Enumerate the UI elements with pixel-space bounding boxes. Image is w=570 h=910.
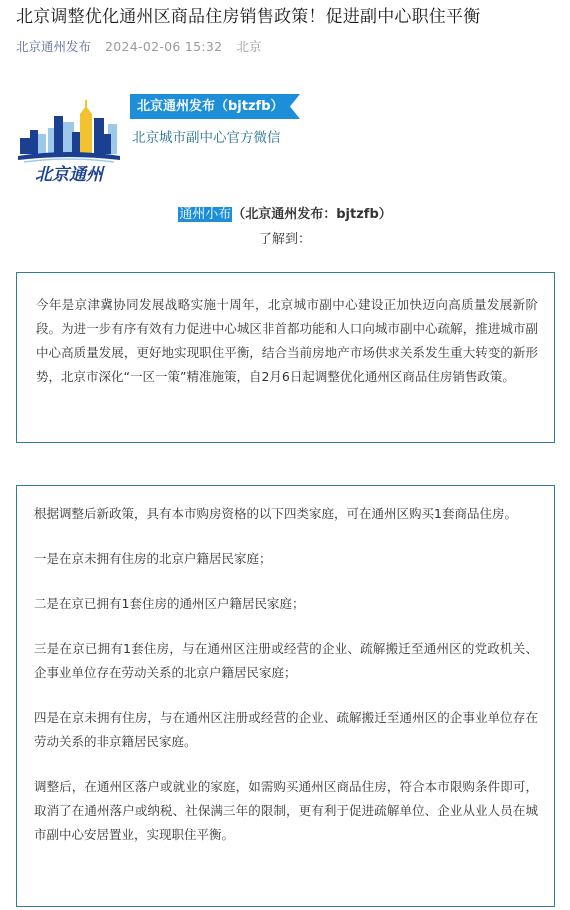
- account-logo[interactable]: [14, 94, 124, 196]
- logo-wordmark: 北京通州: [35, 165, 103, 185]
- policy-paragraph: 二是在京已拥有1套住房的通州区户籍居民家庭；: [34, 596, 305, 611]
- policy-paragraph: 四是在京未拥有住房，与在通州区注册或经营的企业、疏解搬迁至通州区的企事业单位存在劳动关系的非京籍居民家庭。: [34, 710, 538, 749]
- intro-box: [16, 272, 555, 443]
- article-title: 北京调整优化通州区商品住房销售政策！促进副中心职住平衡: [16, 7, 481, 27]
- badge-label: 北京通州发布（bjtzfb）: [137, 99, 284, 114]
- policy-paragraph: 根据调整后新政策，具有本市购房资格的以下四类家庭，可在通州区购买1套商品住房。: [34, 506, 517, 521]
- publish-date: 2024-02-06 15:32: [105, 39, 223, 54]
- skyline-logo-icon: [14, 94, 124, 196]
- account-name-link[interactable]: 北京通州发布: [16, 39, 92, 54]
- intro-paragraph: 今年是京津冀协同发展战略实施十周年，北京城市副中心建设正加快迈向高质量发展新阶段。为进一步有序有效有力促进中心城区非首都功能和人口向城市副中心疏解，推进城市副中心高质量发展，更好地实现职住平衡，结合当前房地产市场供求关系发生重大转变的新形势，北京市深化“一区一策”精准施策，自2月6日起调整优化通州区商品住房销售政策。: [36, 297, 538, 384]
- policy-paragraph: 三是在京已拥有1套住房，与在通州区注册或经营的企业、疏解搬迁至通州区的党政机关、企事业单位存在劳动关系的北京户籍居民家庭；: [34, 641, 538, 680]
- policy-box: [16, 485, 555, 907]
- author-name-highlight: 通州小布: [179, 207, 232, 222]
- account-badge[interactable]: [130, 94, 300, 119]
- policy-paragraph: 一是在京未拥有住房的北京户籍居民家庭；: [34, 551, 272, 566]
- account-description: 北京城市副中心官方微信: [132, 130, 281, 146]
- byline: [0, 205, 570, 224]
- policy-paragraph: 调整后，在通州区落户或就业的家庭，如需购买通州区商品住房，符合本市限购条件即可，取消了在通州落户或纳税、社保满三年的限制，更有利于促进疏解单位、企业从业人员在城市副中心安居置业，实现职住平衡。: [34, 779, 538, 842]
- article-meta: [16, 38, 261, 56]
- author-source: （北京通州发布：bjtzfb）: [232, 207, 392, 222]
- publish-location: 北京: [236, 39, 262, 54]
- learned-text: 了解到：: [258, 232, 311, 247]
